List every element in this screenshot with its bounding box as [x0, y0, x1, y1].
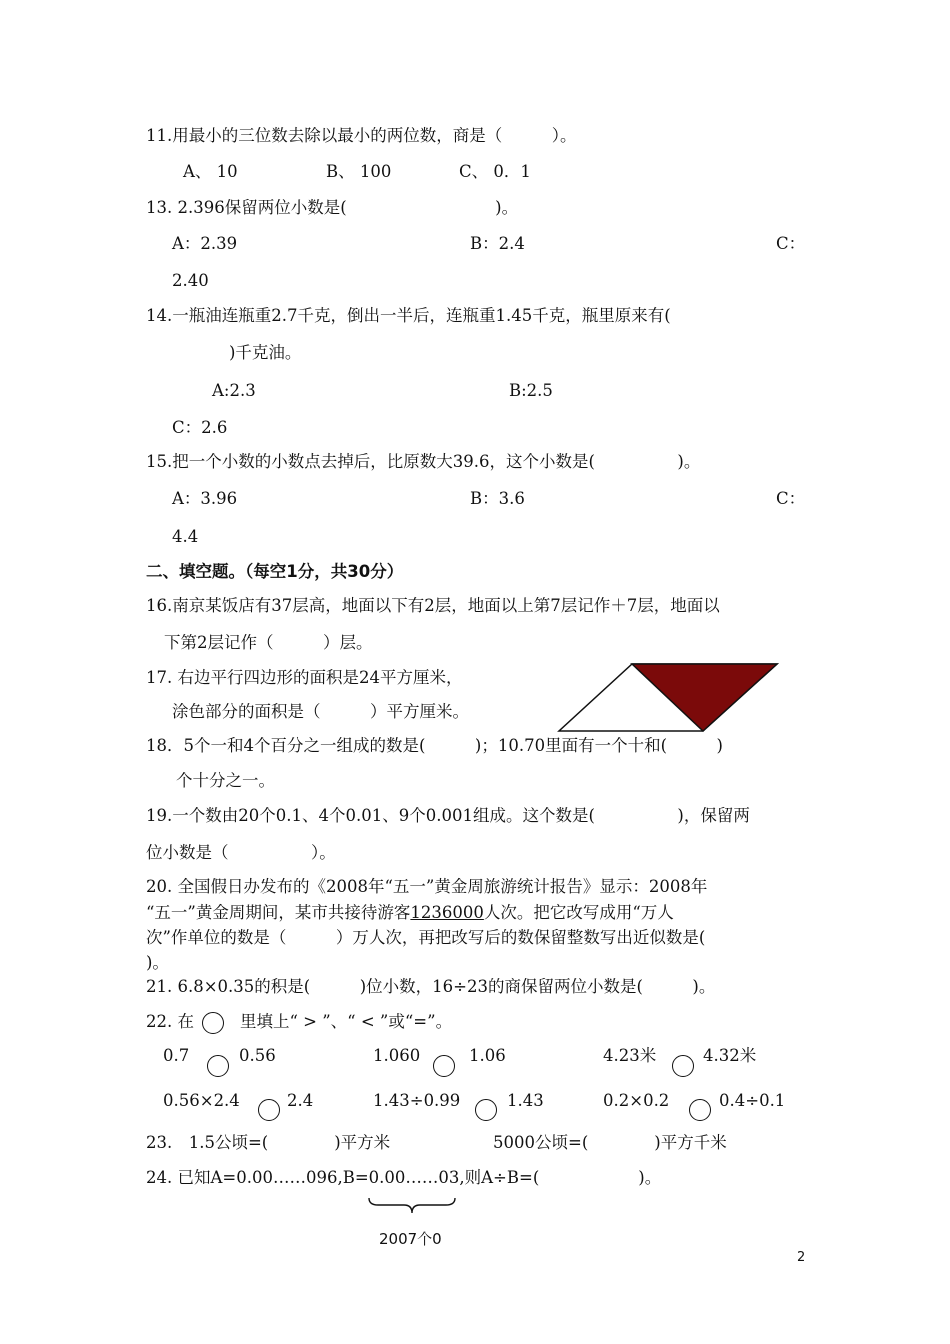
q22-r1-c3-left: 4.23米 — [603, 1046, 657, 1065]
q15-option-c-value: 4.4 — [172, 527, 199, 546]
q22-r1-c1-left: 0.7 — [163, 1046, 190, 1065]
q22-stem-end: 里填上“ > ”、“ < ”或“=”。 — [240, 1012, 453, 1031]
q15-option-b: B：3.6 — [470, 489, 525, 508]
q11-option-b: B、 100 — [326, 162, 392, 181]
q16-line1: 16.南京某饭店有37层高，地面以下有2层，地面以上第7层记作＋7层，地面以 — [146, 596, 720, 615]
q11-option-a: A、 10 — [183, 162, 238, 181]
q22-r2-c1-right: 2.4 — [287, 1091, 314, 1110]
q17-line1: 17. 右边平行四边形的面积是24平方厘米， — [146, 668, 463, 687]
q13-option-c: C： — [776, 234, 806, 253]
q23-part2: 5000公顷=( )平方千米 — [493, 1133, 727, 1152]
q16-line2: 下第2层记作（ ）层。 — [164, 633, 373, 652]
q13-stem: 13. 2.396保留两位小数是( )。 — [146, 198, 519, 217]
q22-r1-c3-right: 4.32米 — [703, 1046, 757, 1065]
q15-option-c: C： — [776, 489, 806, 508]
q22-r1-c2-circle[interactable] — [433, 1055, 455, 1077]
q24-stem: 24. 已知A=0.00……096,B=0.00……03,则A÷B=( )。 — [146, 1168, 662, 1187]
q22-r2-c1-circle[interactable] — [258, 1099, 280, 1121]
compare-circle — [202, 1012, 224, 1034]
q13-option-b: B：2.4 — [470, 234, 525, 253]
q22-stem-start: 22. 在 — [146, 1012, 194, 1031]
q22-r2-c3-left: 0.2×0.2 — [603, 1091, 670, 1110]
q22-r1-c1-right: 0.56 — [239, 1046, 276, 1065]
q14-line2: )千克油。 — [229, 343, 302, 362]
q13-option-c-value: 2.40 — [172, 271, 209, 290]
q15-option-a: A：3.96 — [172, 489, 238, 508]
q22-r1-c2-left: 1.060 — [373, 1046, 421, 1065]
page-number: 2 — [797, 1250, 806, 1265]
q22-r2-c1-left: 0.56×2.4 — [163, 1091, 240, 1110]
parallelogram-figure — [555, 660, 785, 736]
q18-line2: 个十分之一。 — [176, 771, 275, 790]
section-title: 二、填空题。（每空1分，共30分） — [146, 562, 404, 581]
q20-line4: )。 — [146, 953, 169, 972]
q11-option-c: C、 0．1 — [459, 162, 531, 181]
q22-r1-c2-right: 1.06 — [469, 1046, 506, 1065]
q19-line1: 19.一个数由20个0.1、4个0.01、9个0.001组成。这个数是( )，保留两 — [146, 806, 750, 825]
q22-r1-c3-circle[interactable] — [672, 1055, 694, 1077]
brace-label: 2007个0 — [379, 1230, 442, 1248]
q11-stem: 11.用最小的三位数去除以最小的两位数，商是（ ）。 — [146, 126, 577, 145]
q17-line2: 涂色部分的面积是（ ）平方厘米。 — [172, 702, 469, 721]
q20-line2-end: 人次。把它改写成用“万人 — [483, 903, 674, 922]
q18-line1: 18．5个一和4个百分之一组成的数是( )；10.70里面有一个十和( ) — [146, 736, 723, 755]
q14-option-c: C：2.6 — [172, 418, 228, 437]
q20-line2 — [146, 903, 674, 923]
q20-underlined-number: 1236000 — [410, 903, 484, 922]
q14-option-b: B:2.5 — [509, 381, 553, 400]
q22-r2-c2-left: 1.43÷0.99 — [373, 1091, 461, 1110]
q20-line3: 次”作单位的数是（ ）万人次，再把改写后的数保留整数写出近似数是( — [146, 928, 706, 947]
q20-line1: 20. 全国假日办发布的《2008年“五一”黄金周旅游统计报告》显示：2008年 — [146, 877, 708, 896]
q20-line2-start: “五一”黄金周期间，某市共接待游客 — [146, 903, 411, 922]
q23-part1: 23. 1.5公顷=( )平方米 — [146, 1133, 391, 1152]
underbrace — [366, 1196, 458, 1218]
q19-line2: 位小数是（ ）。 — [146, 843, 336, 862]
q22-r2-c3-circle[interactable] — [689, 1099, 711, 1121]
q21-stem: 21. 6.8×0.35的积是( )位小数，16÷23的商保留两位小数是( )。 — [146, 977, 716, 996]
q14-line1: 14.一瓶油连瓶重2.7千克，倒出一半后，连瓶重1.45千克，瓶里原来有( — [146, 306, 671, 325]
q15-stem: 15.把一个小数的小数点去掉后，比原数大39.6，这个小数是( )。 — [146, 452, 701, 471]
q14-option-a: A:2.3 — [212, 381, 256, 400]
q22-r2-c2-circle[interactable] — [475, 1099, 497, 1121]
q13-option-a: A：2.39 — [172, 234, 238, 253]
q22-r2-c3-right: 0.4÷0.1 — [719, 1091, 786, 1110]
q22-r1-c1-circle[interactable] — [207, 1055, 229, 1077]
q22-r2-c2-right: 1.43 — [507, 1091, 544, 1110]
